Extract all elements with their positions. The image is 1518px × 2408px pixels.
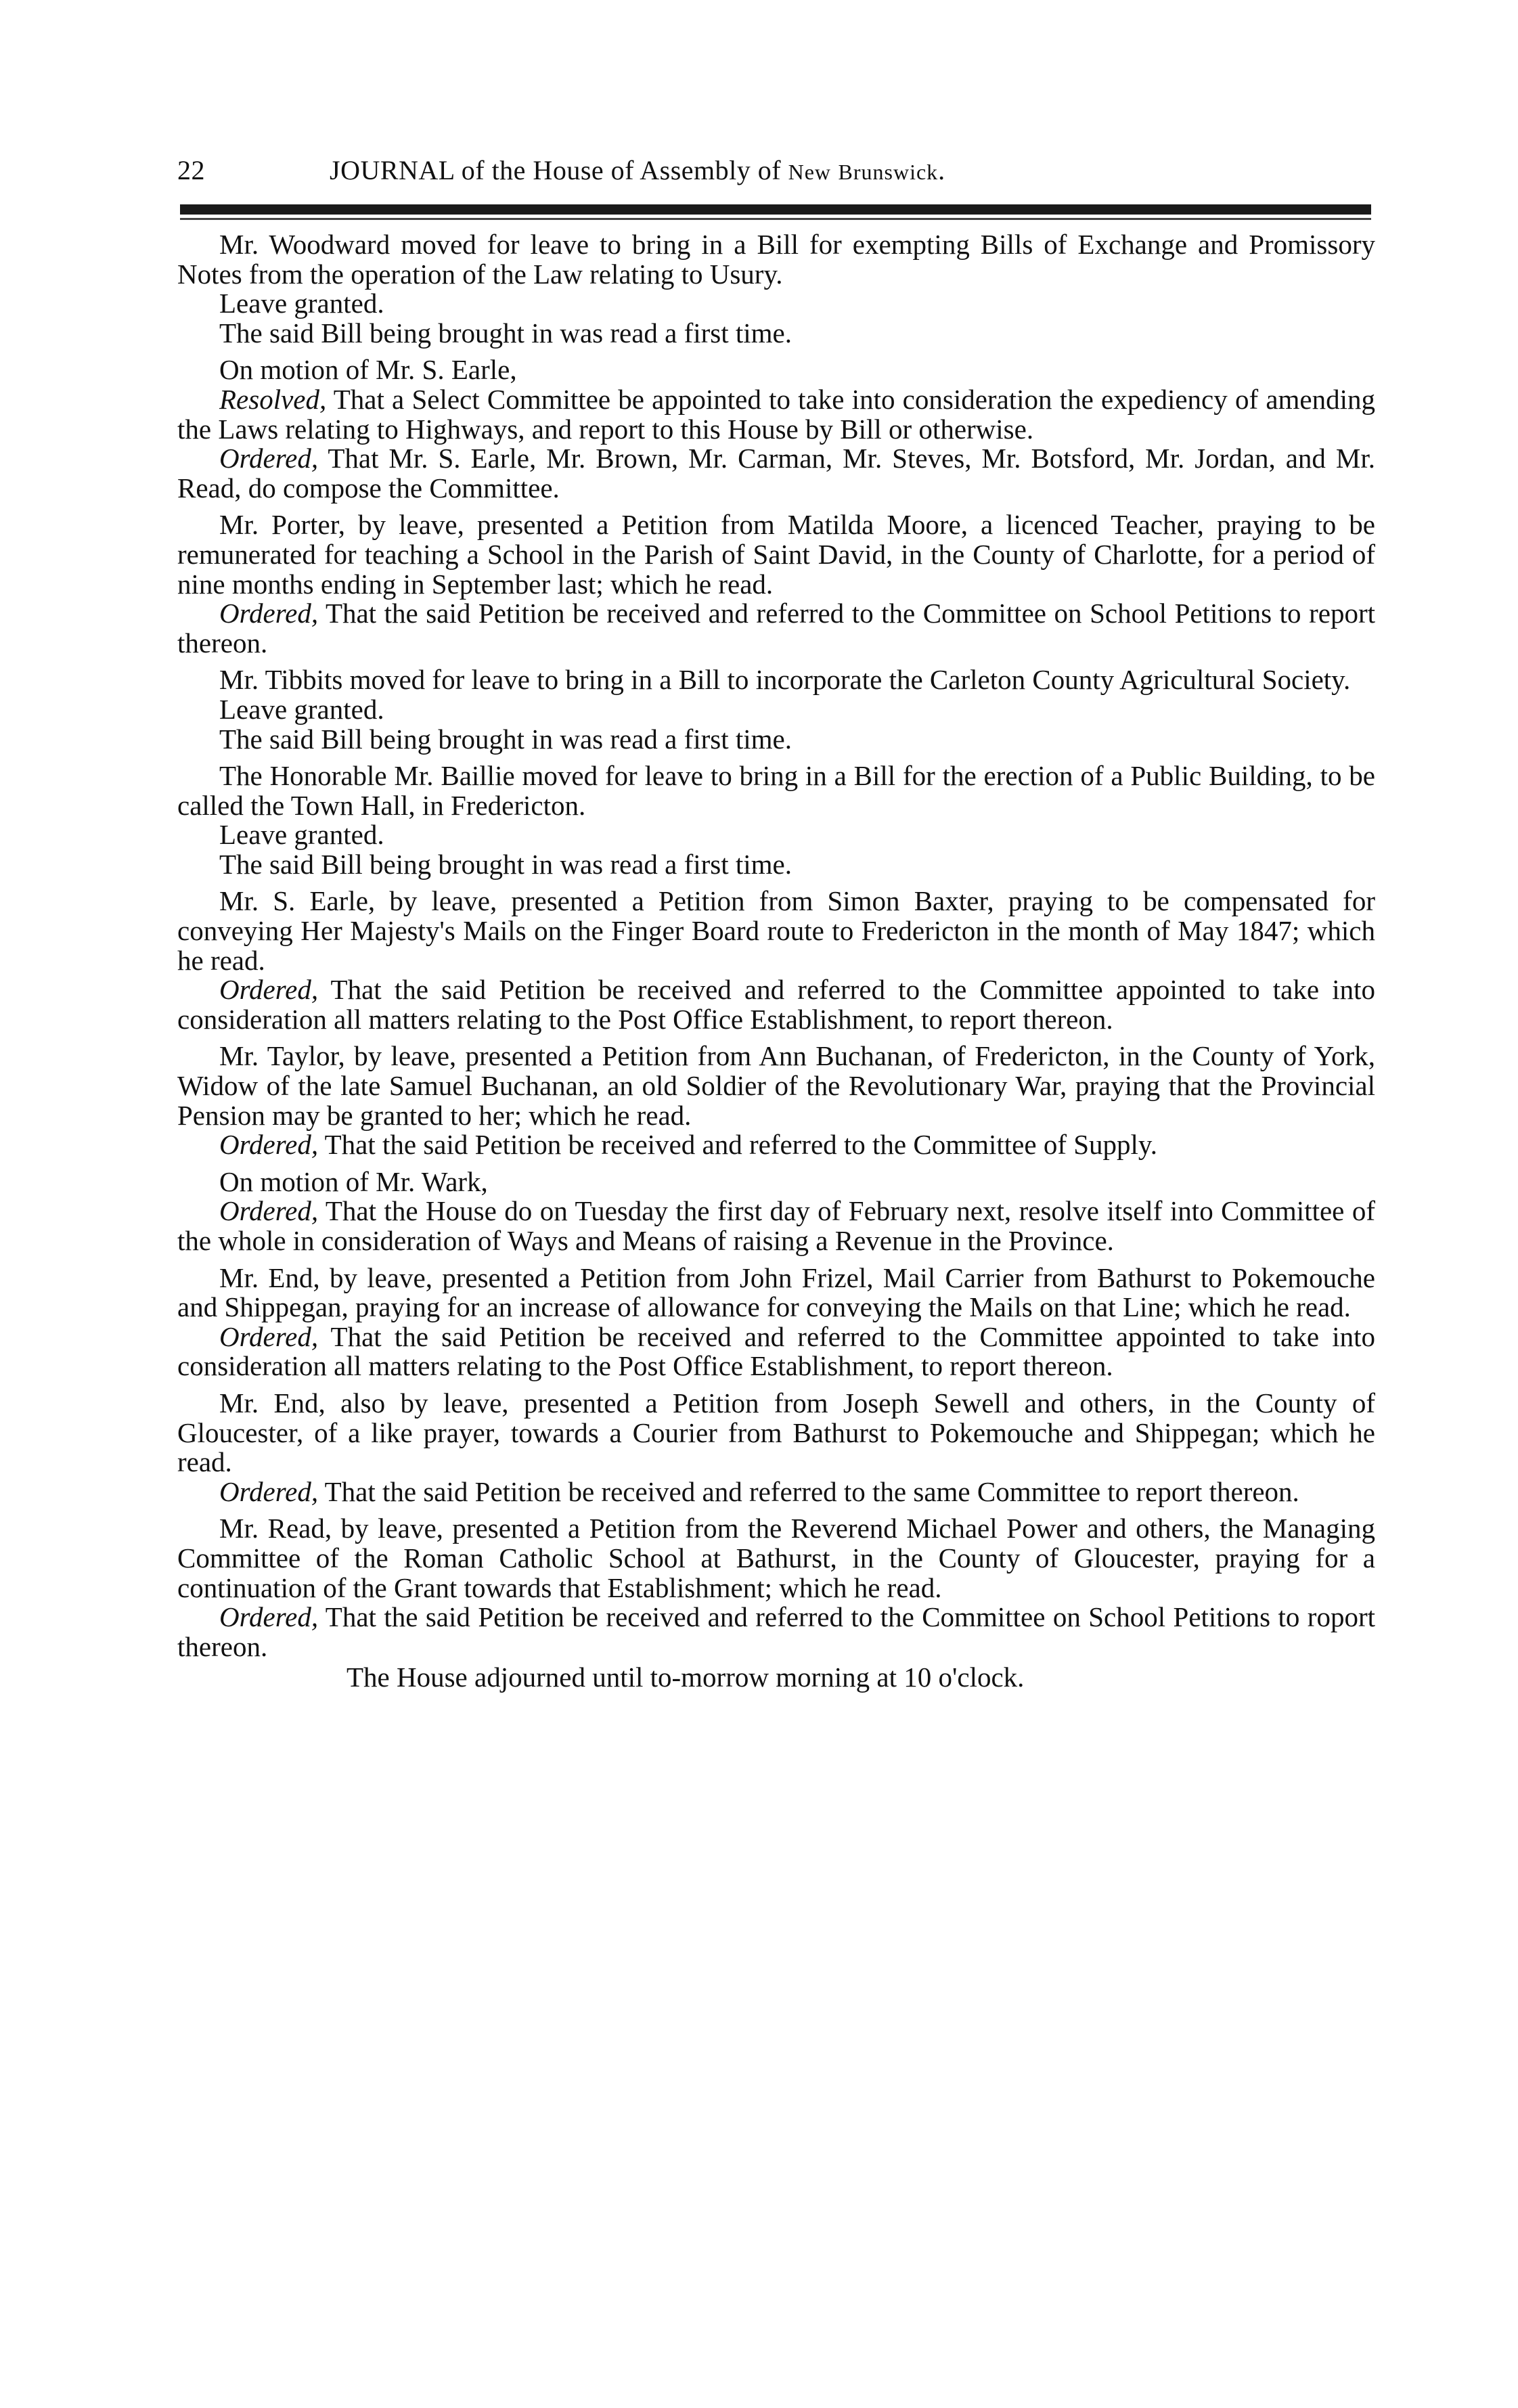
paragraph: Mr. Tibbits moved for leave to bring in a Bill to incorporate the Carleton County Agricultural Society. (219, 664, 1351, 696)
paragraph: Ordered, That the said Petition be received and referred to the Committee appointed to take into consideration all matters relating to the Post Office Establishment, to report thereon. (177, 1320, 1375, 1382)
paragraph: Leave granted. (219, 819, 384, 851)
paragraph: On motion of Mr. S. Earle, (219, 354, 517, 386)
paragraph: Ordered, That the said Petition be received and referred to the Committee on School Petitions to report thereon. (177, 598, 1375, 659)
paragraph: Ordered, That Mr. S. Earle, Mr. Brown, Mr. Carman, Mr. Steves, Mr. Botsford, Mr. Jordan, and Mr. Read, do compose the Committee. (177, 443, 1375, 504)
paragraph: Mr. End, by leave, presented a Petition from John Frizel, Mail Carrier from Bathurst to Pokemouche and Shippegan, praying for an increase of allowance for conveying the Mails on that Line; which he read. (177, 1262, 1375, 1323)
adjournment-line: The House adjourned until to-morrow morning at 10 o'clock. (347, 1662, 1025, 1693)
running-title-main: JOURNAL of the House of Assembly of (330, 155, 788, 185)
paragraph: Mr. Read, by leave, presented a Petition from the Reverend Michael Power and others, the Managing Committee of the Roman Catholic School at Bathurst, in the County of Gloucester, praying for a continuation of the Grant towards that Establishment; which he read. (177, 1513, 1375, 1603)
ordered-lead: Ordered, (219, 598, 319, 629)
paragraph: The said Bill being brought in was read a first time. (219, 848, 793, 880)
paragraph: The said Bill being brought in was read a first time. (219, 317, 793, 349)
resolved-lead: Resolved, (219, 383, 327, 415)
paragraph: Ordered, That the said Petition be received and referred to the same Committee to report thereon. (219, 1475, 1299, 1507)
paragraph: Mr. S. Earle, by leave, presented a Petition from Simon Baxter, praying to be compensated for conveying Her Majesty's Mails on the Finger Board route to Fredericton in the month of May 1847; which he read. (177, 885, 1375, 976)
page-number: 22 (177, 155, 205, 185)
paragraph: Ordered, That the House do on Tuesday the first day of February next, resolve itself into Committee of the whole in consideration of Ways and Means of raising a Revenue in the Province. (177, 1195, 1375, 1256)
running-title (330, 154, 945, 186)
running-header (177, 154, 1375, 195)
ordered-lead: Ordered, (219, 1195, 319, 1227)
running-title-brunswick: Brunswick (838, 160, 939, 184)
paragraph: On motion of Mr. Wark, (219, 1165, 488, 1197)
paragraph: Resolved, That a Select Committee be appointed to take into consideration the expediency of amending the Laws relating to Highways, and report to this House by Bill or otherwise. (177, 383, 1375, 445)
running-title-new: New (788, 160, 831, 184)
ordered-lead: Ordered, (219, 1320, 319, 1352)
paragraph: Mr. Porter, by leave, presented a Petition from Matilda Moore, a licenced Teacher, praying to be remunerated for teaching a School in the Parish of Saint David, in the County of Charlotte, for a period of nine months ending in September last; which he read. (177, 509, 1375, 600)
paragraph: Leave granted. (219, 288, 384, 319)
ordered-lead: Ordered, (219, 974, 319, 1006)
header-rule-thin (180, 218, 1371, 220)
paragraph: Mr. Taylor, by leave, presented a Petition from Ann Buchanan, of Fredericton, in the County of York, Widow of the late Samuel Buchanan, an old Soldier of the Revolutionary War, praying that the Provincial Pension may be granted to her; which he read. (177, 1040, 1375, 1131)
paragraph: The said Bill being brought in was read a first time. (219, 723, 793, 755)
paragraph: Ordered, That the said Petition be received and referred to the Committee appointed to take into consideration all matters relating to the Post Office Establishment, to report thereon. (177, 974, 1375, 1035)
ordered-lead: Ordered, (219, 1129, 319, 1161)
ordered-lead: Ordered, (219, 1601, 319, 1633)
header-rule (180, 204, 1371, 215)
ordered-lead: Ordered, (219, 1475, 319, 1507)
paragraph: Leave granted. (219, 693, 384, 725)
paragraph: Ordered, That the said Petition be received and referred to the Committee of Supply. (219, 1129, 1158, 1161)
paragraph: Ordered, That the said Petition be received and referred to the Committee on School Petitions to roport thereon. (177, 1601, 1375, 1662)
paragraph: Mr. End, also by leave, presented a Petition from Joseph Sewell and others, in the County of Gloucester, of a like prayer, towards a Courier from Bathurst to Pokemouche and Shippegan; which he read. (177, 1387, 1375, 1478)
journal-body (177, 230, 1375, 1700)
paragraph: The Honorable Mr. Baillie moved for leave to bring in a Bill for the erection of a Public Building, to be called the Town Hall, in Fredericton. (177, 760, 1375, 821)
ordered-lead: Ordered, (219, 443, 319, 474)
running-title-period: . (938, 155, 945, 185)
paragraph: Mr. Woodward moved for leave to bring in a Bill for exempting Bills of Exchange and Promissory Notes from the operation of the Law relating to Usury. (177, 229, 1375, 290)
